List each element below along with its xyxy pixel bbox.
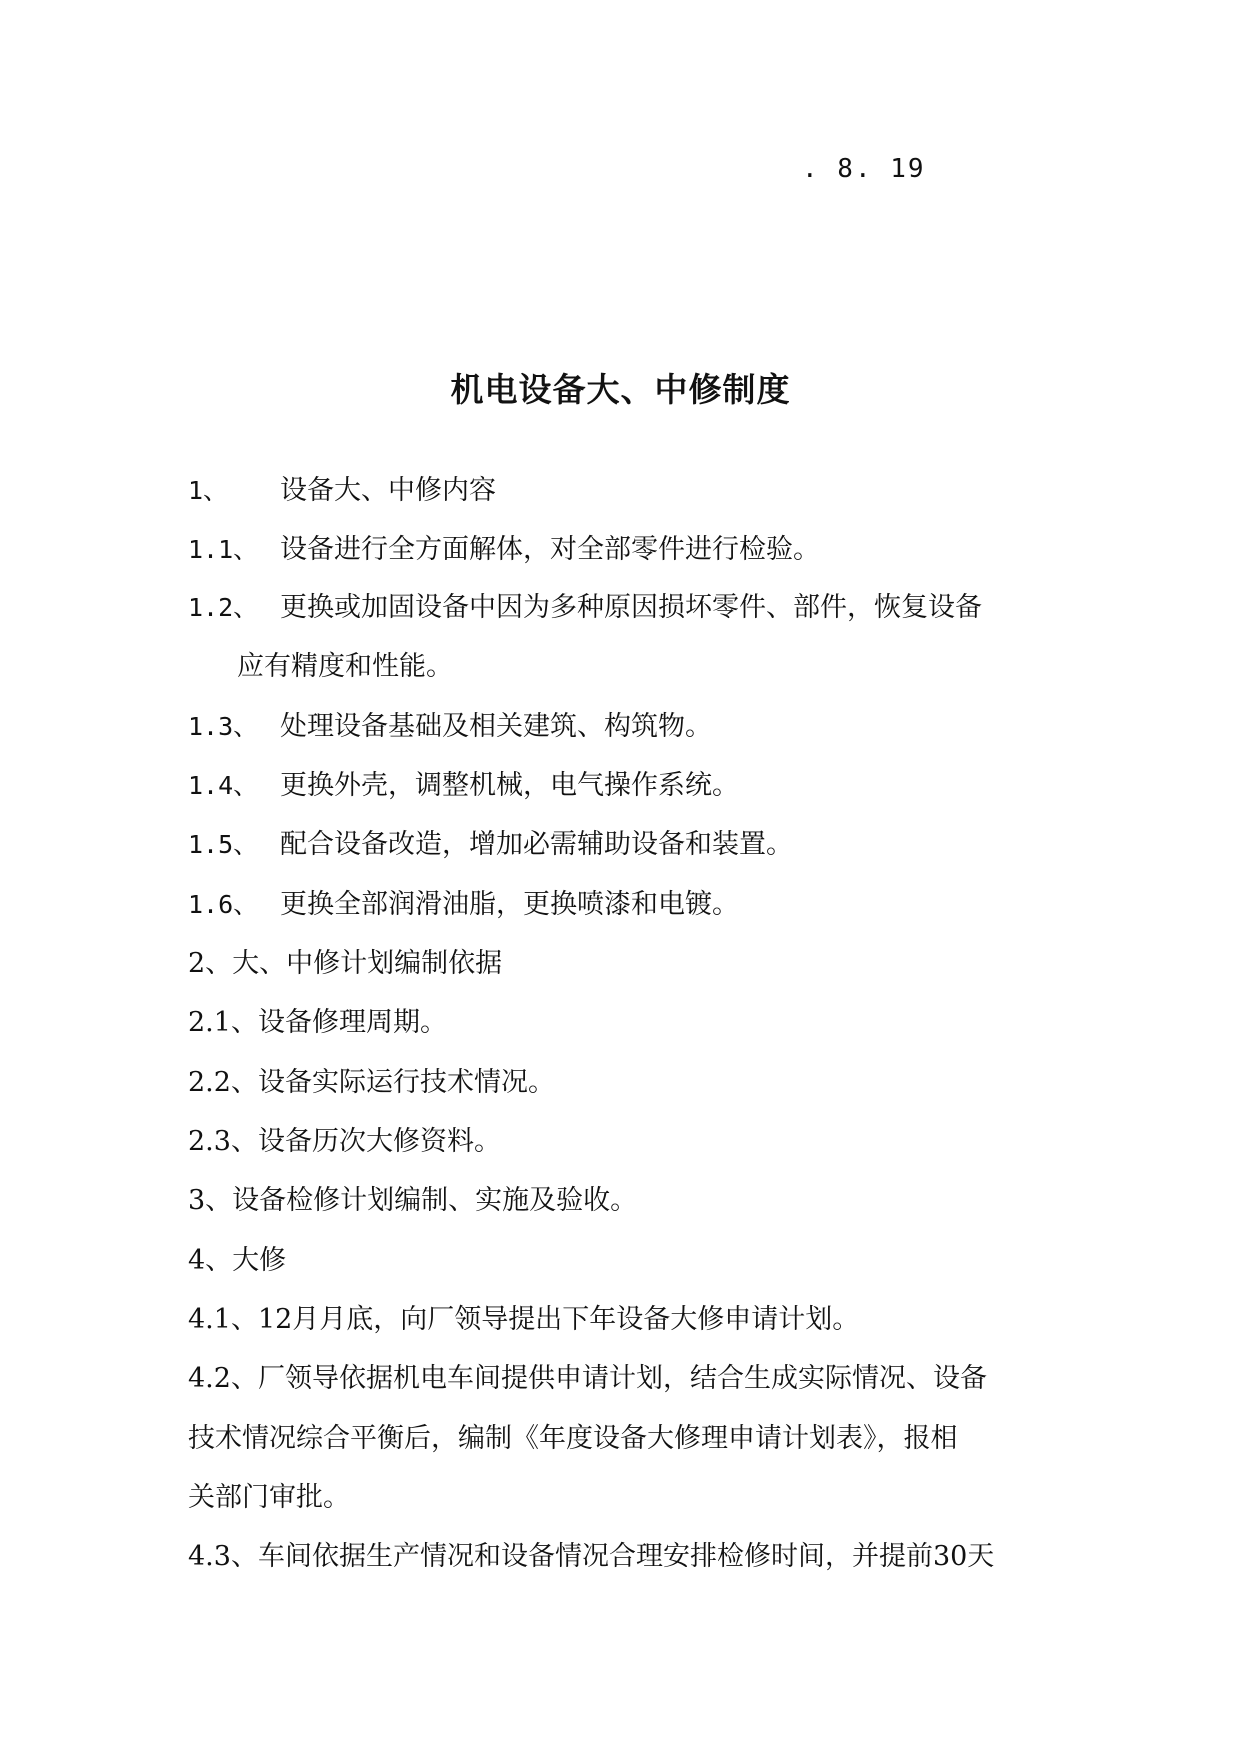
section-line bbox=[188, 591, 982, 625]
section-text: 更换全部润滑油脂，更换喷漆和电镀。 bbox=[280, 889, 739, 920]
section-number: 1.3、 bbox=[188, 712, 259, 741]
section-text: 设备大、中修内容 bbox=[280, 475, 496, 506]
section-number: 1.6、 bbox=[188, 890, 259, 919]
section-text: 关部门审批。 bbox=[188, 1482, 350, 1513]
section-text: 2.2、设备实际运行技术情况。 bbox=[188, 1067, 555, 1098]
section-line bbox=[188, 769, 739, 803]
section-line bbox=[188, 1481, 350, 1515]
section-text: 4.3、车间依据生产情况和设备情况合理安排检修时间，并提前30天 bbox=[188, 1541, 995, 1572]
section-line bbox=[188, 533, 820, 567]
section-line bbox=[188, 888, 739, 922]
section-text: 更换或加固设备中因为多种原因损坏零件、部件，恢复设备 bbox=[280, 592, 982, 623]
section-number: 1.5、 bbox=[188, 830, 259, 859]
section-line bbox=[188, 1125, 501, 1159]
section-text: 2.1、设备修理周期。 bbox=[188, 1007, 447, 1038]
section-number: 1.2、 bbox=[188, 593, 259, 622]
section-text: 设备进行全方面解体，对全部零件进行检验。 bbox=[280, 534, 820, 565]
section-number: 1、 bbox=[188, 476, 229, 505]
section-number: 1.1、 bbox=[188, 535, 259, 564]
section-line bbox=[188, 1006, 447, 1040]
section-line bbox=[188, 1303, 859, 1337]
document-title: 机电设备大、中修制度 bbox=[450, 370, 791, 409]
section-text: 2.3、设备历次大修资料。 bbox=[188, 1126, 501, 1157]
section-text: 技术情况综合平衡后，编制《年度设备大修理申请计划表》，报相 bbox=[188, 1423, 958, 1454]
section-text: 3、设备检修计划编制、实施及验收。 bbox=[188, 1185, 638, 1216]
section-text: 处理设备基础及相关建筑、构筑物。 bbox=[280, 711, 712, 742]
section-text: 4.2、厂领导依据机电车间提供申请计划，结合生成实际情况、设备 bbox=[188, 1363, 987, 1394]
section-text: 配合设备改造，增加必需辅助设备和装置。 bbox=[280, 829, 793, 860]
section-number: 1.4、 bbox=[188, 771, 259, 800]
section-text: 2、大、中修计划编制依据 bbox=[188, 948, 503, 979]
section-line bbox=[188, 474, 496, 508]
section-text: 4、大修 bbox=[188, 1245, 287, 1276]
section-text: 更换外壳，调整机械，电气操作系统。 bbox=[280, 770, 739, 801]
section-line bbox=[188, 1244, 286, 1278]
document-date: . 8. 19 bbox=[802, 154, 926, 184]
section-line bbox=[188, 710, 712, 744]
section-line bbox=[188, 947, 502, 981]
section-text: 应有精度和性能。 bbox=[237, 651, 453, 682]
section-line bbox=[188, 1184, 637, 1218]
section-text: 4.1、12月月底，向厂领导提出下年设备大修申请计划。 bbox=[188, 1304, 860, 1335]
section-line bbox=[188, 1422, 958, 1456]
continuation-line bbox=[237, 650, 453, 684]
section-line bbox=[188, 1066, 555, 1100]
section-line bbox=[188, 828, 793, 862]
section-line bbox=[188, 1362, 987, 1396]
section-line bbox=[188, 1540, 994, 1574]
